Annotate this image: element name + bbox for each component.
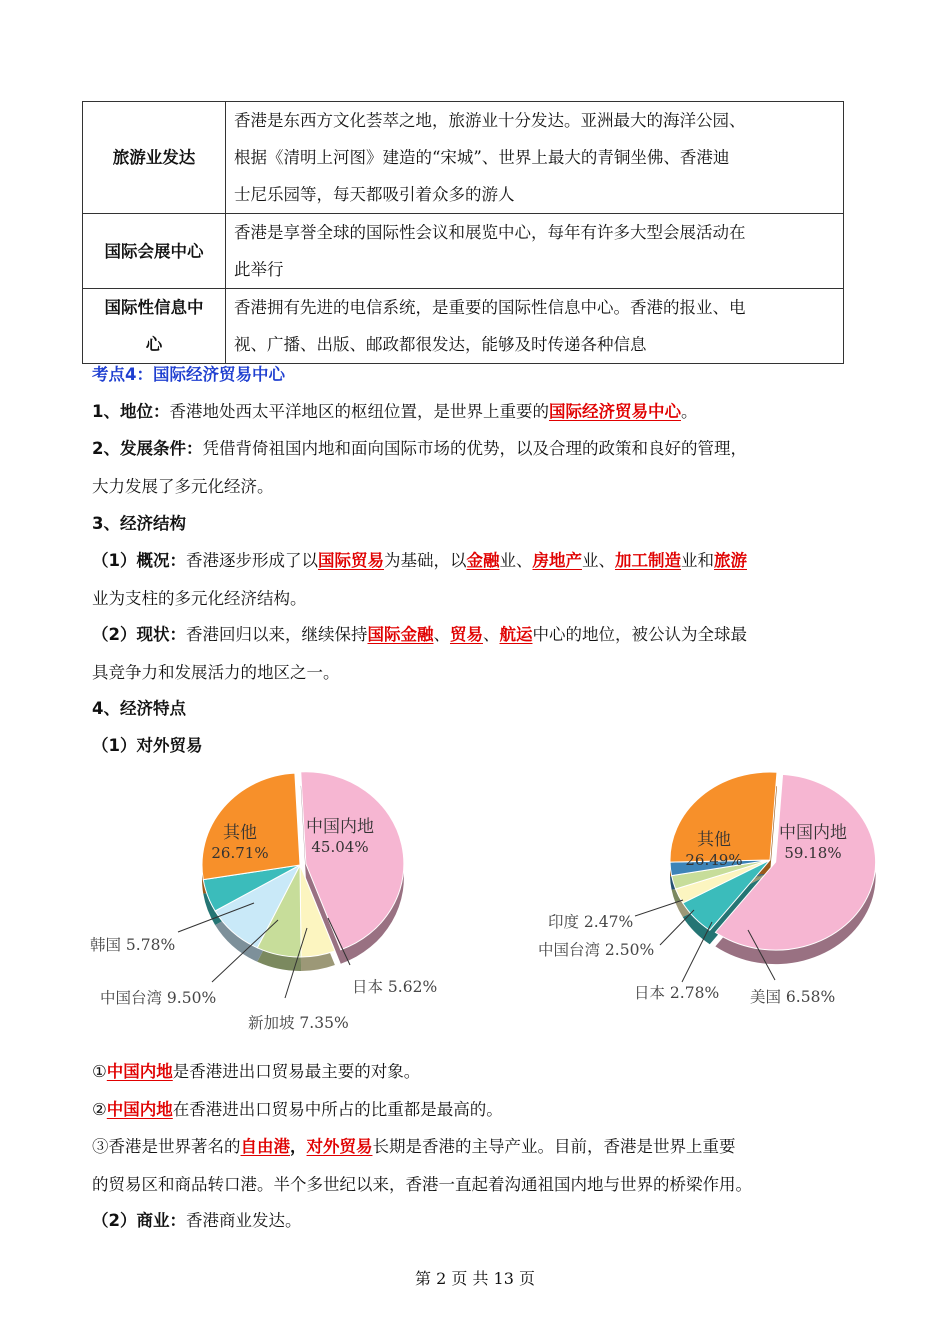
table-row [83, 102, 844, 214]
para-text: 为基础，以 [383, 551, 467, 570]
para-label: （2）商业： [92, 1211, 186, 1230]
para-text: 业、 [499, 551, 533, 570]
item-prefix: ③ [92, 1137, 109, 1156]
slice-label: 中国台湾 2.50% [538, 941, 655, 959]
sub-heading: （1）对外贸易 [92, 736, 203, 755]
slice-value-label: 26.71% [211, 844, 269, 862]
slice-label: 中国台湾 9.50% [100, 989, 217, 1007]
key-term: 旅游 [713, 551, 747, 570]
cell-line: 根据《清明上河图》建造的“宋城”、世界上最大的青铜坐佛、香港迪 [234, 148, 730, 167]
para-text: 是香港进出口贸易最主要的对象。 [172, 1062, 421, 1081]
paragraph [92, 1059, 420, 1085]
table-content-cell [226, 289, 844, 364]
paragraph [92, 436, 747, 462]
para-text: 香港逐步形成了以 [185, 551, 318, 570]
paragraph-continued: 具竞争力和发展活力的地区之一。 [92, 663, 340, 682]
table-header-cell [83, 289, 226, 364]
para-text: 在香港进出口贸易中所占的比重都是最高的。 [172, 1100, 503, 1119]
paragraph [92, 548, 747, 574]
para-text: ， [290, 1137, 307, 1156]
paragraph [92, 1208, 301, 1234]
slice-label: 中国内地 [779, 823, 847, 843]
slice-value-label: 45.04% [311, 838, 369, 856]
info-table [82, 101, 844, 364]
slice-label: 中国内地 [306, 817, 374, 837]
para-text: 业、 [581, 551, 615, 570]
leader-line [635, 900, 683, 916]
slice-value-label: 59.18% [784, 844, 842, 862]
paragraph [92, 622, 747, 648]
key-term: 房地产 [532, 551, 582, 570]
key-term: 自由港 [240, 1137, 290, 1156]
table-content-cell [226, 214, 844, 289]
slice-label: 印度 2.47% [548, 913, 634, 931]
pie-charts [0, 760, 950, 1050]
para-text: 长期是香港的主导产业。目前，香港是世界上重要 [372, 1137, 736, 1156]
slice-label: 其他 [697, 830, 731, 850]
cell-line: 士尼乐园等，每天都吸引着众多的游人 [234, 185, 515, 204]
table-header-cell: 旅游业发达 [83, 102, 226, 214]
slice-label: 其他 [223, 823, 257, 843]
section-heading: 3、经济结构 [92, 514, 186, 533]
slice-label: 美国 6.58% [750, 988, 836, 1006]
key-term: 贸易 [449, 625, 483, 644]
cell-line: 此举行 [234, 260, 284, 279]
paragraph [92, 399, 697, 425]
header-line: 国际性信息中 [104, 298, 204, 317]
item-prefix: ① [92, 1062, 107, 1081]
para-text: 、 [433, 625, 450, 644]
paragraph [92, 1134, 736, 1160]
table-row [83, 214, 844, 289]
section-heading: 4、经济特点 [92, 699, 186, 718]
kaodian-heading: 考点4：国际经济贸易中心 [92, 365, 285, 384]
slice-value-label: 26.49% [685, 851, 743, 869]
key-term: 对外贸易 [306, 1137, 373, 1156]
key-term: 国际金融 [367, 625, 434, 644]
cell-line: 香港是享誉全球的国际性会议和展览中心，每年有许多大型会展活动在 [234, 223, 746, 242]
para-text: 香港回归以来，继续保持 [185, 625, 368, 644]
key-term: 国际贸易 [317, 551, 384, 570]
cell-line: 视、广播、出版、邮政都很发达，能够及时传递各种信息 [234, 335, 647, 354]
slice-label: 韩国 5.78% [90, 936, 176, 954]
para-text: 。 [680, 402, 698, 421]
table-row [83, 289, 844, 364]
slice-label: 日本 2.78% [634, 984, 720, 1002]
paragraph [92, 1097, 503, 1123]
header-line: 心 [145, 335, 163, 354]
key-term: 加工制造 [614, 551, 681, 570]
key-term: 中国内地 [106, 1062, 173, 1081]
key-term: 航运 [499, 625, 533, 644]
para-label: （2）现状： [92, 625, 186, 644]
item-prefix: ② [92, 1100, 107, 1119]
para-label: （1）概况： [92, 551, 186, 570]
para-text: 香港商业发达。 [185, 1211, 302, 1230]
table-content-cell [226, 102, 844, 214]
key-term: 金融 [466, 551, 500, 570]
para-text: 、 [482, 625, 500, 644]
para-text: 香港是世界著名的 [108, 1137, 241, 1156]
key-term: 中国内地 [106, 1100, 173, 1119]
table-header-cell: 国际会展中心 [83, 214, 226, 289]
para-text: 凭借背倚祖国内地和面向国际市场的优势，以及合理的政策和良好的管理， [202, 439, 747, 458]
slice-label: 日本 5.62% [352, 978, 438, 996]
para-label: 1、地位： [92, 402, 170, 421]
paragraph-continued: 大力发展了多元化经济。 [92, 477, 274, 496]
leader-line [660, 910, 694, 945]
paragraph-continued: 业为支柱的多元化经济结构。 [92, 589, 307, 608]
para-label: 2、发展条件： [92, 439, 203, 458]
para-text: 业和 [680, 551, 714, 570]
cell-line: 香港是东西方文化荟萃之地，旅游业十分发达。亚洲最大的海洋公园、 [234, 111, 746, 130]
paragraph-continued: 的贸易区和商品转口港。半个多世纪以来，香港一直起着沟通祖国内地与世界的桥梁作用。 [92, 1175, 752, 1194]
para-text: 香港地处西太平洋地区的枢纽位置，是世界上重要的 [169, 402, 549, 421]
cell-line: 香港拥有先进的电信系统，是重要的国际性信息中心。香港的报业、电 [234, 298, 746, 317]
para-text: 中心的地位，被公认为全球最 [532, 625, 747, 644]
key-term: 国际经济贸易中心 [548, 402, 681, 421]
slice-label: 新加坡 7.35% [248, 1014, 349, 1032]
page-footer: 第 2 页 共 13 页 [415, 1269, 535, 1288]
